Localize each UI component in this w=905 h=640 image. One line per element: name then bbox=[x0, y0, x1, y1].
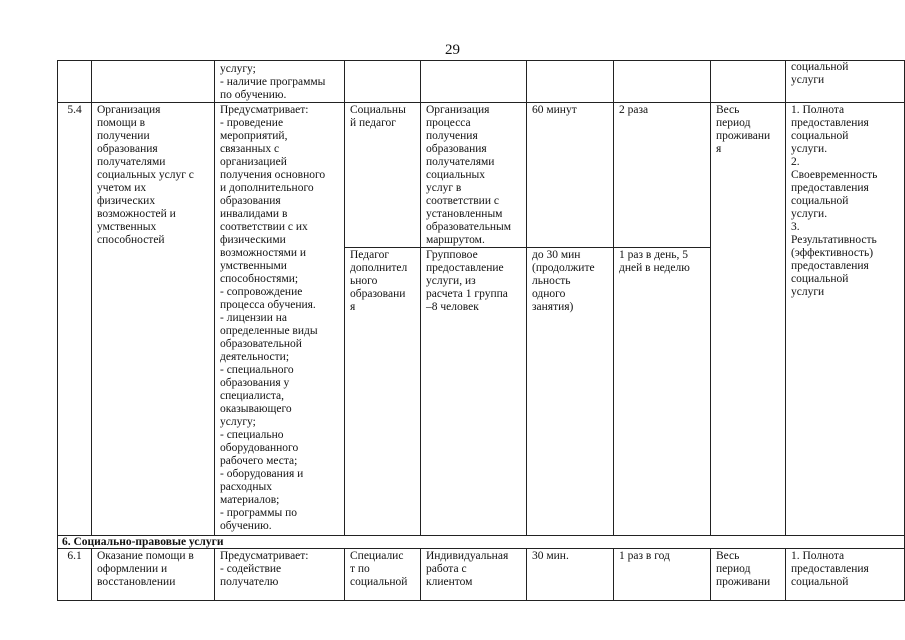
frequency: 1 раз в день, 5 дней в неделю bbox=[614, 248, 711, 536]
service-name: Организация помощи в получении образования получателями социальных услуг с учетом их физических возможностей и умственных способностей bbox=[92, 103, 215, 536]
section-heading-row bbox=[58, 536, 905, 549]
cell-empty bbox=[345, 61, 421, 103]
duration: 30 мин. bbox=[527, 549, 614, 601]
continued-criteria: социальной услуги bbox=[786, 61, 905, 103]
service-description: Предусматривает: - содействие получателю bbox=[215, 549, 345, 601]
cell-empty bbox=[58, 61, 92, 103]
page-number: 29 bbox=[445, 42, 460, 58]
service-number: 5.4 bbox=[58, 103, 92, 536]
services-table bbox=[57, 60, 905, 601]
service-form: Организация процесса получения образования получателями социальных услуг в соответствии с установленным образовательным маршрутом. bbox=[421, 103, 527, 248]
cell-empty bbox=[92, 61, 215, 103]
cell-empty bbox=[614, 61, 711, 103]
frequency: 2 раза bbox=[614, 103, 711, 248]
frequency: 1 раз в год bbox=[614, 549, 711, 601]
service-row-5-4-a bbox=[58, 103, 905, 248]
executor: Специалис т по социальной bbox=[345, 549, 421, 601]
service-name: Оказание помощи в оформлении и восстановлении bbox=[92, 549, 215, 601]
duration: до 30 мин (продолжите льность одного занятия) bbox=[527, 248, 614, 536]
service-number: 6.1 bbox=[58, 549, 92, 601]
duration: 60 минут bbox=[527, 103, 614, 248]
section-title: 6. Социально-правовые услуги bbox=[58, 536, 905, 549]
executor: Социальны й педагог bbox=[345, 103, 421, 248]
service-form: Индивидуальная работа с клиентом bbox=[421, 549, 527, 601]
service-description: Предусматривает: - проведение мероприятий, связанных с организацией получения основного и дополнительного образования инвалидами в соответствии с их физическими возможностями и умственными способностями; - сопровождение процесса обучения. - лицензии на определенные виды образовательной деятельности; - специального образования у специалиста, оказывающего услугу; - специально оборудованного рабочего места; - оборудования и расходных материалов; - программы по обучению. bbox=[215, 103, 345, 536]
quality-criteria: 1. Полнота предоставления социальной услуги. 2. Своевременность предоставления социальной услуги. 3. Результативность (эффективность) предоставления социальной услуги bbox=[786, 103, 905, 536]
cell-empty bbox=[527, 61, 614, 103]
continued-description: услугу; - наличие программы по обучению. bbox=[215, 61, 345, 103]
quality-criteria: 1. Полнота предоставления социальной bbox=[786, 549, 905, 601]
service-row-6-1 bbox=[58, 549, 905, 601]
continued-row bbox=[58, 61, 905, 103]
service-period: Весь период проживани я bbox=[711, 103, 786, 536]
service-form: Групповое предоставление услуги, из расчета 1 группа –8 человек bbox=[421, 248, 527, 536]
executor: Педагог дополнител ьного образовани я bbox=[345, 248, 421, 536]
cell-empty bbox=[711, 61, 786, 103]
service-period: Весь период проживани bbox=[711, 549, 786, 601]
cell-empty bbox=[421, 61, 527, 103]
